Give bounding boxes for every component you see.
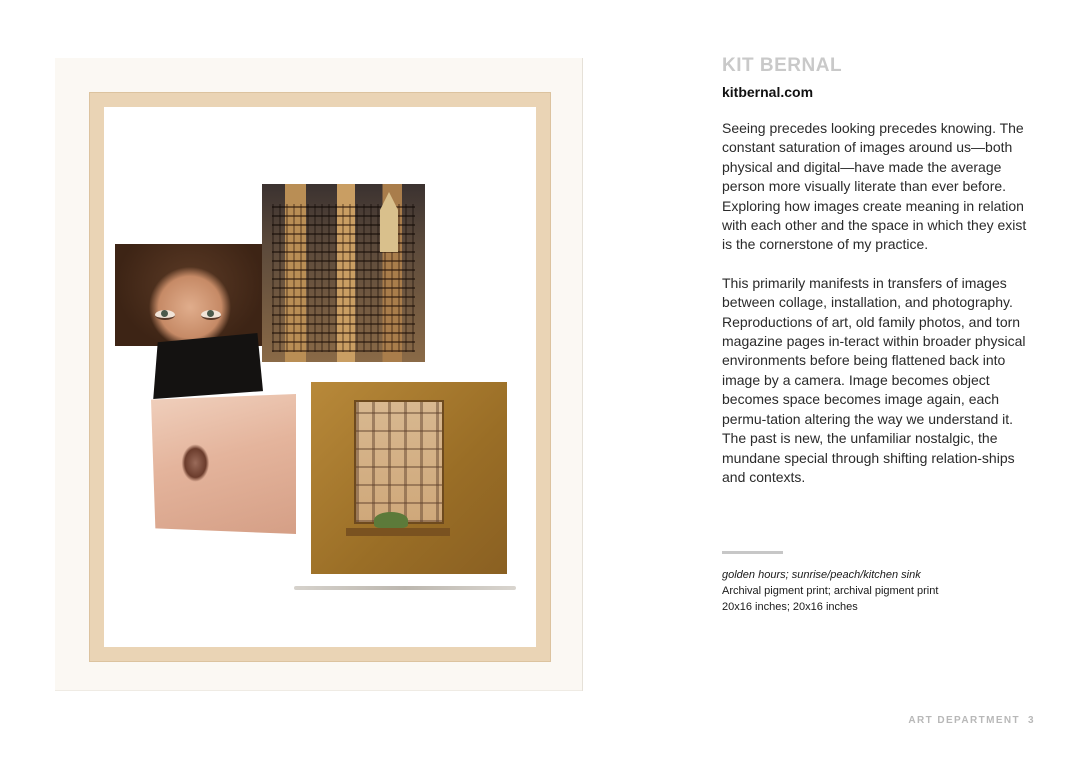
artist-website-link[interactable]: kitbernal.com xyxy=(722,84,814,100)
artwork-medium: Archival pigment print; archival pigment print xyxy=(722,585,939,597)
window-plant xyxy=(374,512,408,528)
statement-paragraph: Seeing precedes looking precedes knowing. The constant saturation of images around us—both physical and digital—have made the average person more visually literate than ever before. Exploring how images create meaning in relation with each other and the space in which they exist is the cornerstone of my practice. xyxy=(722,120,1027,253)
collage-shelf-shadow xyxy=(294,586,516,590)
artist-name: KIT BERNAL xyxy=(722,55,843,76)
artwork-image xyxy=(55,58,583,691)
collage-skyscraper-piece xyxy=(262,184,425,362)
artwork-caption xyxy=(722,567,938,615)
artist-statement xyxy=(722,119,1040,506)
page-footer xyxy=(908,715,1035,726)
collage-face-piece xyxy=(115,244,265,346)
collage-black-strip xyxy=(151,333,263,399)
left-eye xyxy=(155,310,175,320)
page-number: 3 xyxy=(1028,715,1035,726)
artwork-dimensions: 20x16 inches; 20x16 inches xyxy=(722,601,858,613)
collage-eyelash-detail xyxy=(169,434,217,492)
artwork-title: golden hours; sunrise/peach/kitchen sink xyxy=(722,569,921,581)
statement-paragraph: This primarily manifests in transfers of images between collage, installation, and photography. Reproductions of art, old family photos, and torn magazine pages in-teract within broader physical environments before being flattened back into image by a camera. Image becomes object becomes space becomes image again, each permu-tation altering the way we understand it. The past is new, the unfamiliar nostalgic, the mundane special through shifting relation-ships and contexts. xyxy=(722,274,1026,485)
painted-window xyxy=(354,400,444,524)
wooden-frame xyxy=(89,92,551,662)
collage-neck-piece xyxy=(151,394,296,534)
collage-window-painting xyxy=(311,382,507,574)
building-spire xyxy=(380,192,398,252)
caption-divider xyxy=(722,551,783,554)
window-sill xyxy=(346,528,450,536)
white-mat xyxy=(104,107,536,647)
right-eye xyxy=(201,310,221,320)
footer-section-name: ART DEPARTMENT xyxy=(908,715,1021,726)
